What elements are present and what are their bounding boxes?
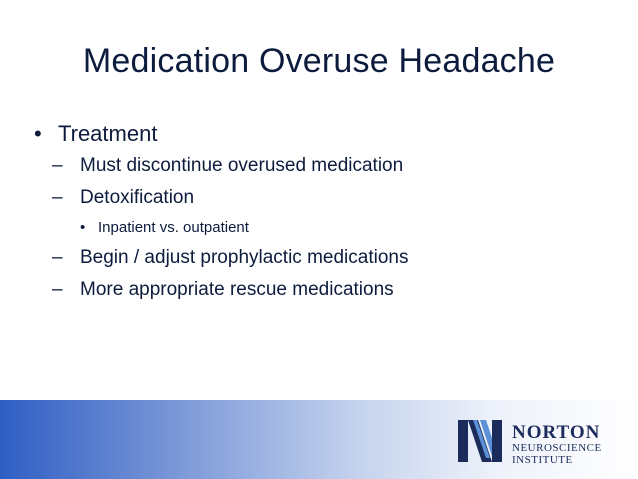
sub-item [34,242,614,274]
sub-item-text: Must discontinue overused medication [80,155,404,176]
norton-logo [456,418,626,464]
sub-item [34,274,614,306]
bullet-item [34,118,614,150]
sub-item-text: More appropriate rescue medications [80,279,394,300]
logo-text-institute: INSTITUTE [512,454,573,466]
dash-icon: – [52,155,63,176]
dash-icon: – [52,187,63,208]
sub-item [34,182,614,214]
bullet-icon: • [34,121,42,146]
sub-sub-item-text: Inpatient vs. outpatient [98,219,249,236]
bullet-icon: • [80,219,86,236]
sub-item-text: Begin / adjust prophylactic medications [80,247,409,268]
sub-item-text: Detoxification [80,187,195,208]
slide-content [34,118,614,306]
dash-icon: – [52,247,63,268]
sub-item [34,150,614,182]
dash-icon: – [52,279,63,300]
sub-sub-item [34,214,614,242]
logo-text-norton: NORTON [512,422,601,443]
bullet-text: Treatment [58,121,158,146]
slide-title: Medication Overuse Headache [82,42,556,80]
norton-n-mark-icon [456,418,504,464]
logo-text-neuroscience: NEUROSCIENCE [512,442,602,454]
